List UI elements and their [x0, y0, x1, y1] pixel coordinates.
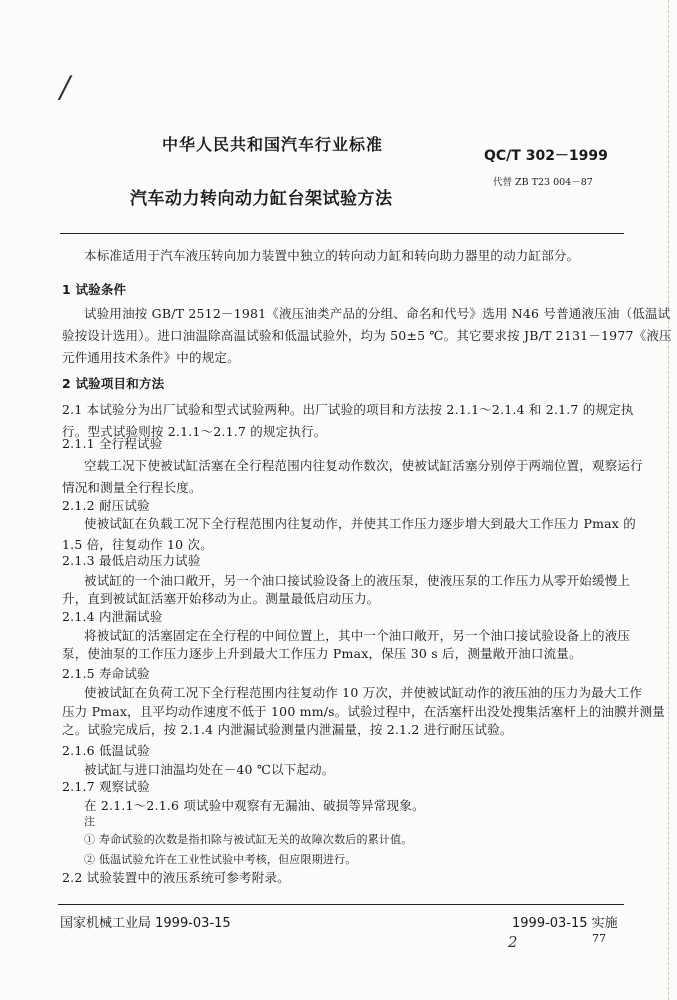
- clause-2-1-3-line: 被试缸的一个油口敞开，另一个油口接试验设备上的液压泵，使液压泵的工作压力从零开始缓慢上: [84, 573, 631, 588]
- clause-2-1-4-line: 将被试缸的活塞固定在全行程的中间位置上，其中一个油口敞开，另一个油口接试验设备上的液压: [84, 628, 631, 643]
- clause-2-1-3-heading: 2.1.3 最低启动压力试验: [62, 553, 201, 568]
- clause-2-1-4-heading: 2.1.4 内泄漏试验: [62, 609, 163, 624]
- section-1-heading: 1 试验条件: [62, 282, 127, 297]
- clause-2-1-2-line: 1.5 倍，往复动作 10 次。: [62, 537, 213, 552]
- clause-2-1-6-line: 被试缸与进口油温均处在－40 ℃以下起动。: [84, 762, 335, 777]
- issuer-date: 国家机械工业局 1999-03-15: [60, 916, 231, 931]
- clause-2-1-line: 行。型式试验则按 2.1.1～2.1.7 的规定执行。: [62, 424, 327, 439]
- page-number: 77: [592, 932, 606, 945]
- standard-number: QC/T 302－1999: [484, 148, 608, 164]
- clause-2-1-2-line: 使被试缸在负载工况下全行程范围内往复动作，并使其工作压力逐步增大到最大工作压力 Pmax 的: [84, 516, 636, 531]
- implementation-date: 1999-03-15 实施: [512, 916, 618, 931]
- clause-2-1-5-heading: 2.1.5 寿命试验: [62, 666, 150, 681]
- clause-2-1-1-heading: 2.1.1 全行程试验: [62, 436, 163, 451]
- clause-2-1-3-line: 升，直到被试缸活塞开始移动为止。测量最低启动压力。: [62, 591, 380, 606]
- handwritten-mark: 2: [508, 933, 518, 951]
- clause-2-1-6-heading: 2.1.6 低温试验: [62, 743, 150, 758]
- section-1-text-line: 验按设计选用）。进口油温除高温试验和低温试验外，均为 50±5 ℃。其它要求按 JB/T 2131－1977《液压: [62, 328, 672, 343]
- note-label: 注: [84, 815, 96, 828]
- section-2-heading: 2 试验项目和方法: [62, 376, 165, 391]
- note-item: ② 低温试验允许在工业性试验中考核，但应限期进行。: [84, 853, 357, 866]
- clause-2-1-1-line: 空载工况下使被试缸活塞在全行程范围内往复动作数次，使被试缸活塞分别停于两端位置，观察运行: [84, 458, 643, 473]
- org-title: 中华人民共和国汽车行业标准: [162, 135, 384, 154]
- clause-2-1-5-line: 使被试缸在负荷工况下全行程范围内往复动作 10 万次，并使被试缸动作的液压油的压力为最大工作: [84, 685, 643, 700]
- clause-2-1-5-line: 之。试验完成后，按 2.1.4 内泄漏试验测量内泄漏量，按 2.1.2 进行耐压试验。: [62, 722, 513, 737]
- footer-rule: [58, 904, 624, 905]
- replaces-standard: 代替 ZB T23 004－87: [493, 177, 593, 188]
- clause-2-1-7-line: 在 2.1.1～2.1.6 项试验中观察有无漏油、破损等异常现象。: [84, 798, 425, 813]
- handwritten-mark: /: [60, 70, 71, 105]
- clause-2-1-4-line: 泵，使油泵的工作压力逐步上升到最大工作压力 Pmax，保压 30 s 后，测量敞开油口流量。: [62, 646, 582, 661]
- clause-2-1-line: 2.1 本试验分为出厂试验和型式试验两种。出厂试验的项目和方法按 2.1.1～2.1.4 和 2.1.7 的规定执: [62, 402, 634, 417]
- clause-2-1-7-heading: 2.1.7 观察试验: [62, 779, 150, 794]
- clause-2-1-5-line: 压力 Pmax，且平均动作速度不低于 100 mm/s。试验过程中，在活塞杆出没处搜集活塞杆上的油膜并测量: [62, 704, 665, 719]
- clause-2-1-1-line: 情况和测量全行程长度。: [62, 480, 202, 495]
- intro-paragraph: 本标准适用于汽车液压转向加力装置中独立的转向动力缸和转向助力器里的动力缸部分。: [84, 248, 580, 263]
- document-title: 汽车动力转向动力缸台架试验方法: [130, 189, 393, 209]
- section-1-text-line: 试验用油按 GB/T 2512－1981《液压油类产品的分组、命名和代号》选用 N46 号普通液压油（低温试: [84, 306, 671, 321]
- scan-edge-line: [668, 0, 669, 1000]
- clause-2-2: 2.2 试验装置中的液压系统可参考附录。: [62, 870, 290, 885]
- clause-2-1-2-heading: 2.1.2 耐压试验: [62, 498, 150, 513]
- section-1-text-line: 元件通用技术条件》中的规定。: [62, 350, 240, 365]
- note-item: ① 寿命试验的次数是指扣除与被试缸无关的故障次数后的累计值。: [84, 833, 413, 846]
- header-rule: [60, 233, 624, 234]
